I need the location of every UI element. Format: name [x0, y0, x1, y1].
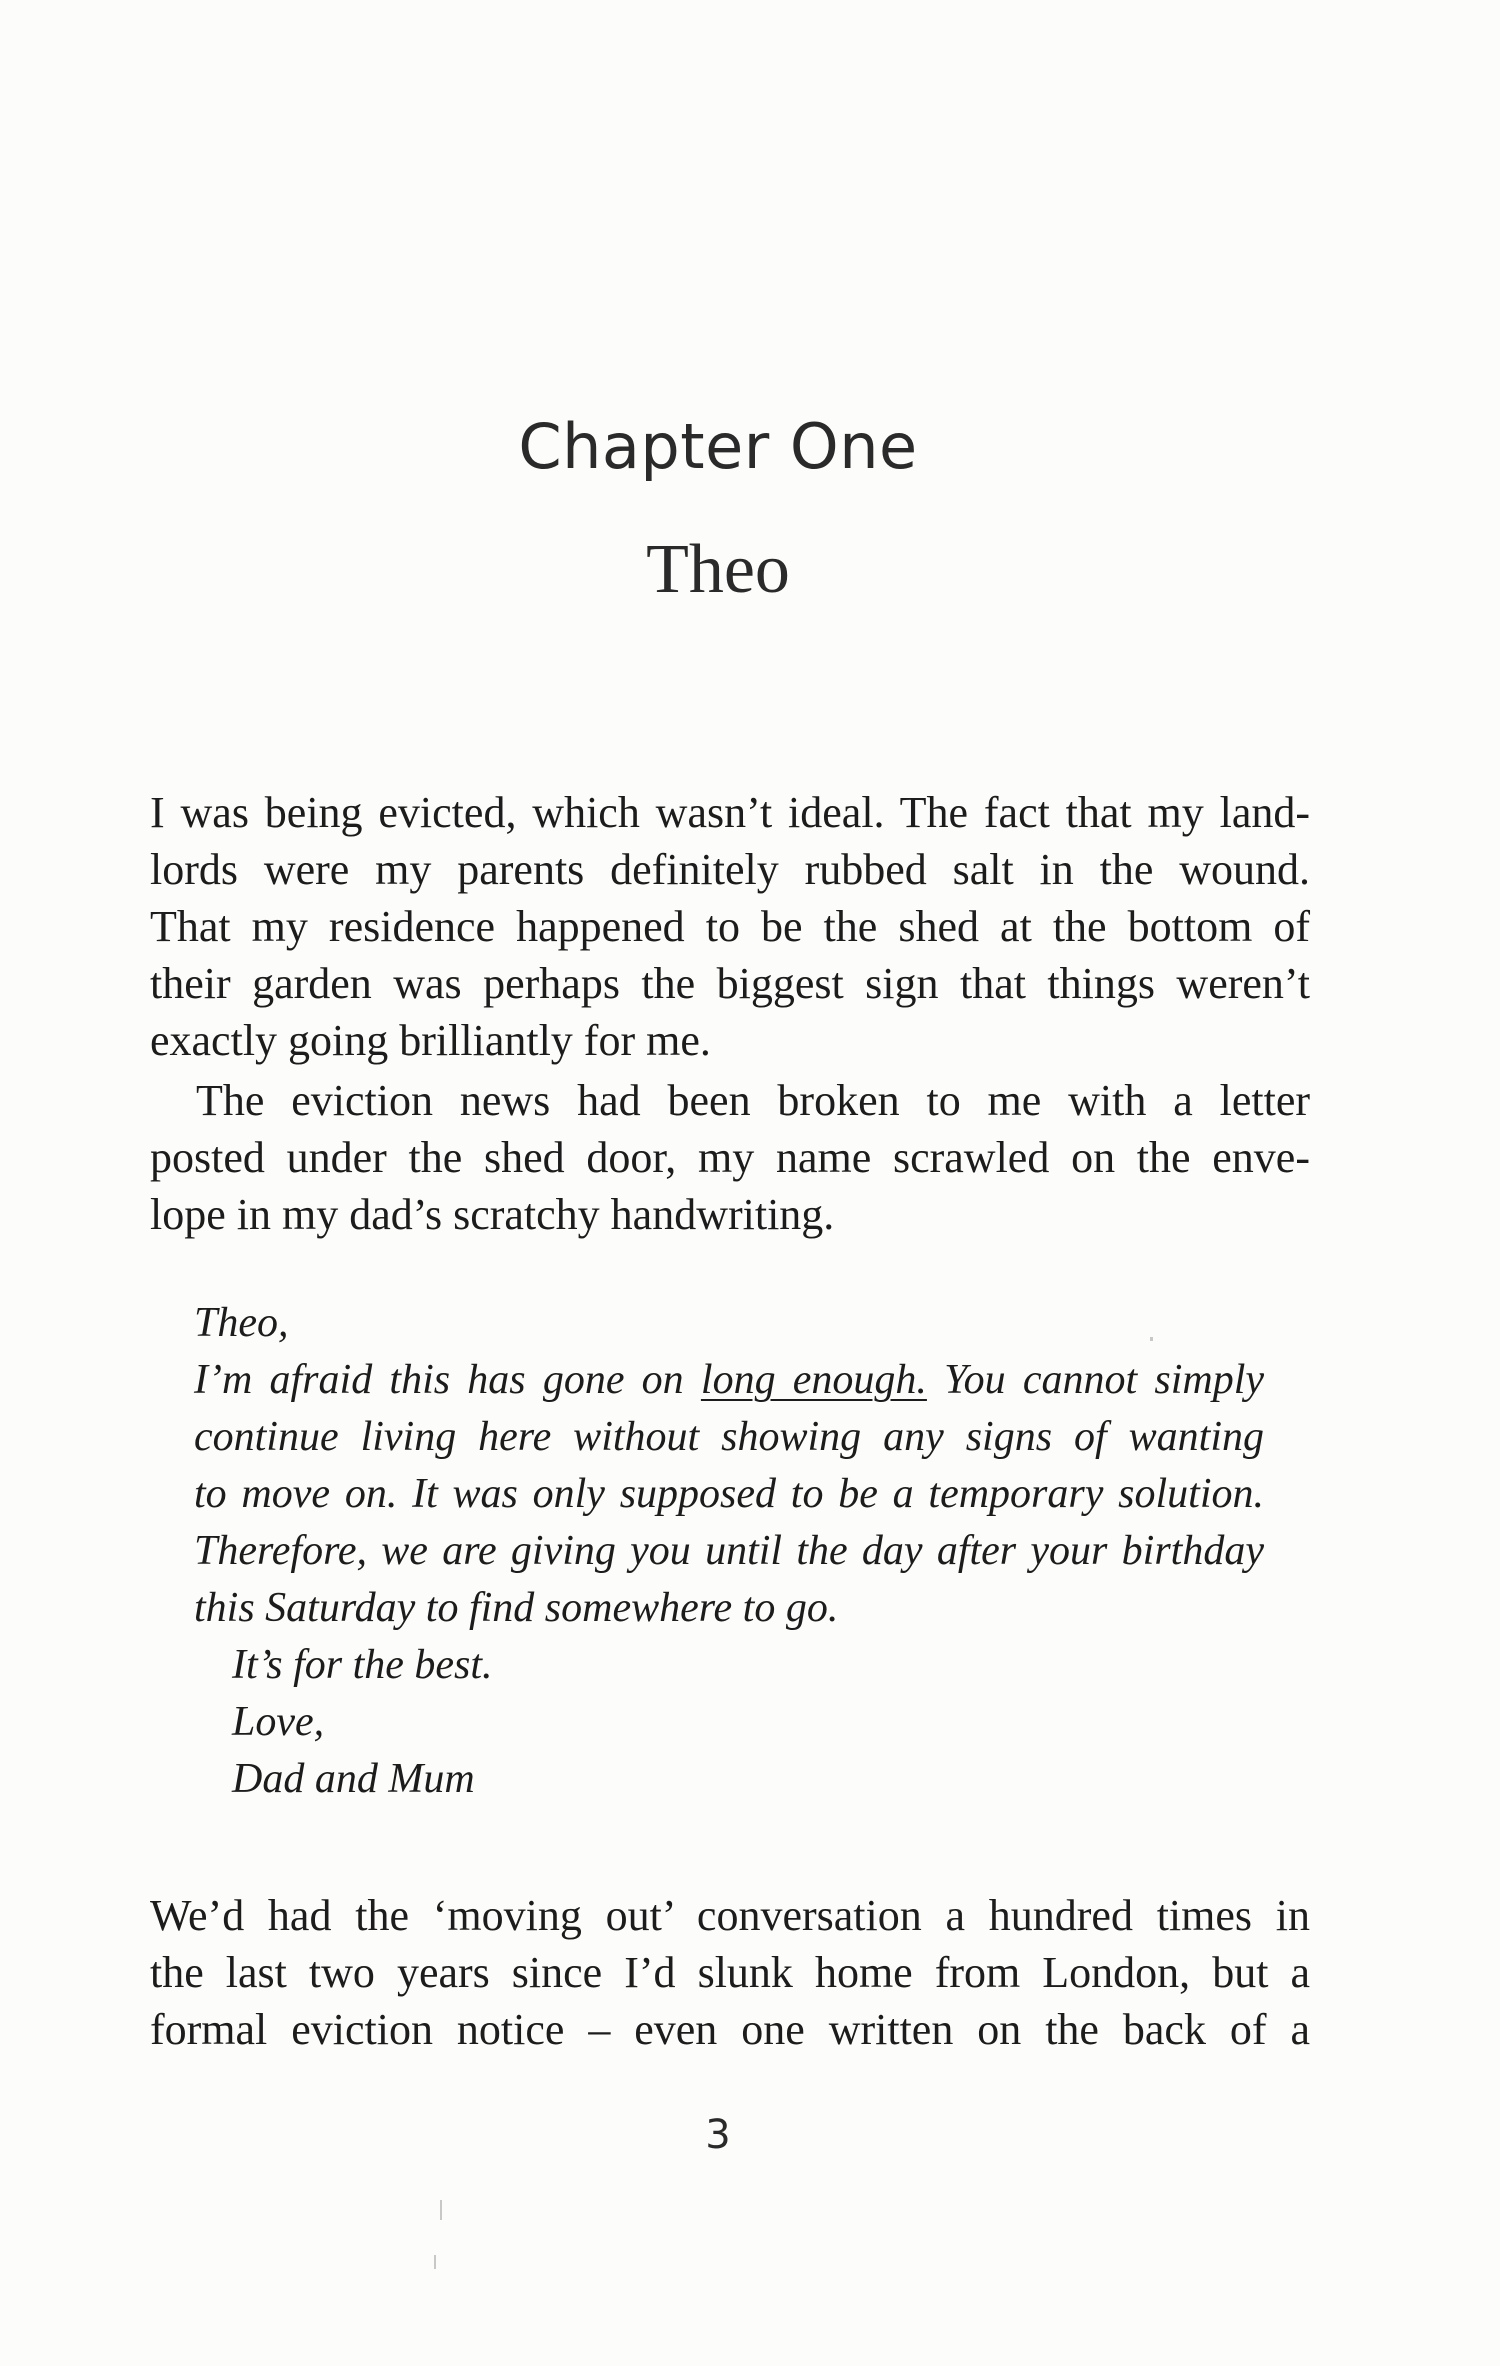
text-line: the last two years since I’d slunk home from London, but a [150, 1948, 1310, 1997]
text-line: We’d had the ‘moving out’ conversation a hundred times in [150, 1891, 1310, 1940]
page-number: 3 [705, 2112, 731, 2158]
text-line: posted under the shed door, my name scrawled on the enve- [150, 1133, 1310, 1182]
scan-speck [434, 2255, 436, 2269]
chapter-title: Chapter One [518, 410, 918, 483]
letter-line [194, 1352, 1264, 1409]
letter-line: this Saturday to find somewhere to go. [194, 1585, 839, 1631]
paragraph-2 [150, 1072, 1310, 1243]
eviction-letter [194, 1295, 1264, 1808]
scan-speck [1150, 1337, 1153, 1341]
underlined-phrase: long enough. [700, 1357, 927, 1403]
text-line: their garden was perhaps the biggest sign that things weren’t [150, 959, 1310, 1008]
letter-line: continue living here without showing any signs of wanting [194, 1414, 1264, 1460]
text-line: I was being evicted, which wasn’t ideal. The fact that my land- [150, 788, 1310, 837]
letter-line-end: You cannot simply [926, 1357, 1265, 1403]
text-line: The eviction news had been broken to me with a letter [196, 1076, 1310, 1125]
letter-signature: Dad and Mum [232, 1756, 475, 1802]
text-line: lords were my parents definitely rubbed salt in the wound. [150, 845, 1310, 894]
paragraph-3 [150, 1887, 1310, 2058]
text-line: exactly going brilliantly for me. [150, 1016, 711, 1065]
letter-closing-line: It’s for the best. [232, 1642, 493, 1688]
letter-line: Therefore, we are giving you until the day after your birthday [194, 1528, 1264, 1574]
scan-speck [440, 2200, 442, 2220]
paragraph-1 [150, 784, 1310, 1069]
letter-salutation: Theo, [194, 1300, 289, 1346]
letter-closing-line: Love, [232, 1699, 325, 1745]
letter-line-start: I’m afraid this has gone on [194, 1357, 701, 1403]
chapter-name: Theo [646, 531, 790, 608]
text-line: That my residence happened to be the shed at the bottom of [150, 902, 1310, 951]
text-line: formal eviction notice – even one written on the back of a [150, 2005, 1310, 2054]
letter-line: to move on. It was only supposed to be a temporary solution. [194, 1471, 1264, 1517]
text-line: lope in my dad’s scratchy handwriting. [150, 1190, 835, 1239]
